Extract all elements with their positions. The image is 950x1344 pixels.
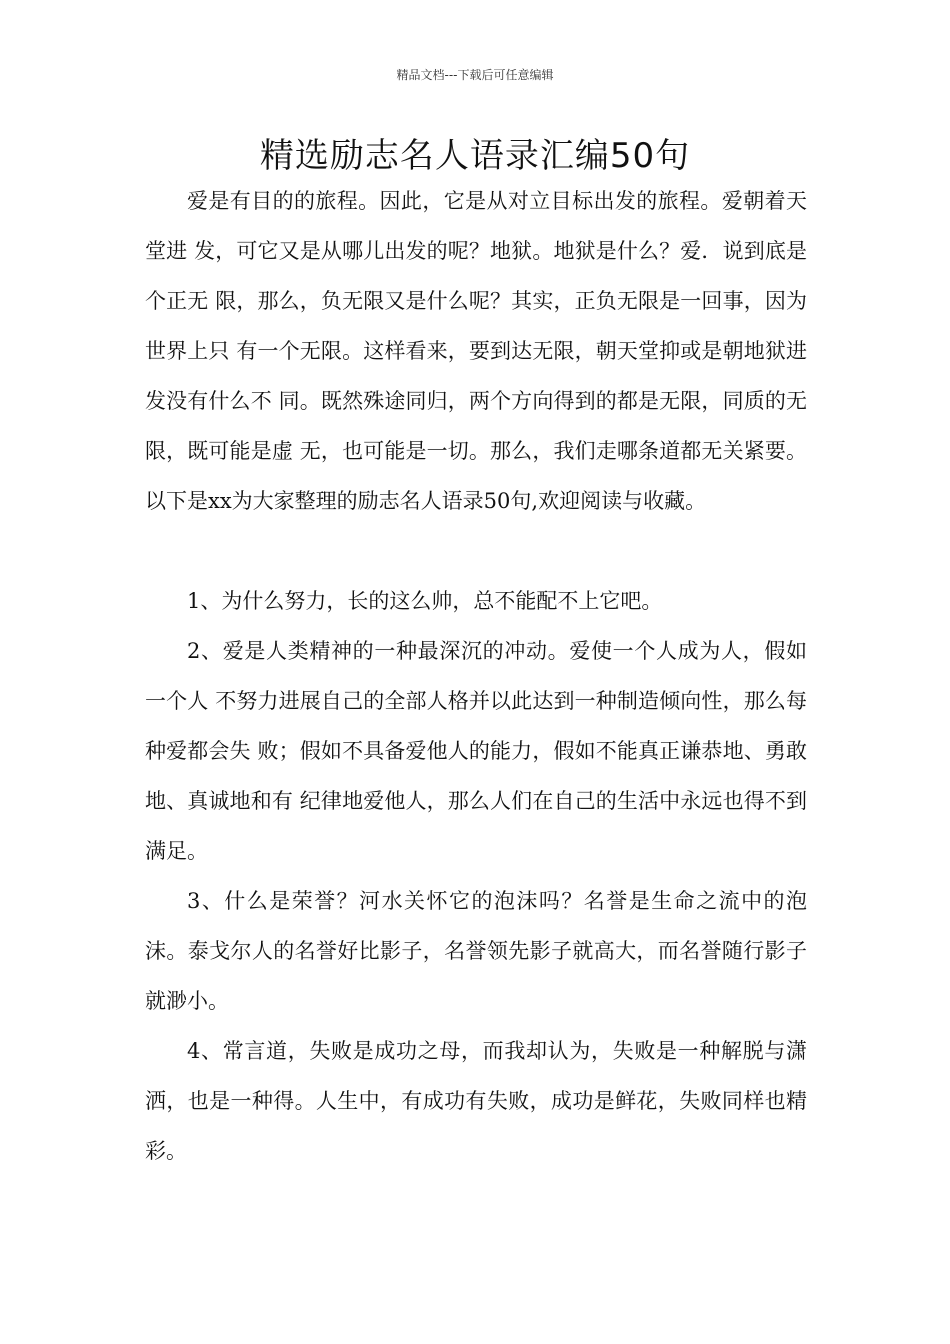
quote-paragraph: 4、常言道，失败是成功之母，而我却认为，失败是一种解脱与潇洒，也是一种得。人生中，有成功有失败，成功是鲜花，失败同样也精彩。 bbox=[145, 1039, 807, 1163]
quote-paragraph: 1、为什么努力，长的这么帅，总不能配不上它吧。 bbox=[187, 589, 663, 613]
page-header-note: 精品文档---下载后可任意编辑 bbox=[396, 68, 554, 82]
document-title: 精选励志名人语录汇编50句 bbox=[259, 136, 691, 176]
document-body bbox=[145, 176, 807, 1176]
intro-paragraph: 爱是有目的的旅程。因此，它是从对立目标出发的旅程。爱朝着天堂进 发，可它又是从哪儿出发的呢？地狱。地狱是什么？爱．说到底是个正无 限，那么，负无限又是什么呢？其实，正负无限是一回事，因为世界上只 有一个无限。这样看来，要到达无限，朝天堂抑或是朝地狱进发没有什么不 同。既然殊途同归，两个方向得到的都是无限，同质的无限，既可能是虚 无，也可能是一切。那么，我们走哪条道都无关紧要。以下是xx为大家整理的励志名人语录50句,欢迎阅读与收藏。 bbox=[145, 189, 807, 513]
quote-paragraph: 3、什么是荣誉？河水关怀它的泡沫吗？名誉是生命之流中的泡沫。泰戈尔人的名誉好比影子，名誉领先影子就高大，而名誉随行影子就渺小。 bbox=[145, 889, 807, 1013]
quote-paragraph: 2、爱是人类精神的一种最深沉的冲动。爱使一个人成为人，假如一个人 不努力进展自己的全部人格并以此达到一种制造倾向性，那么每种爱都会失 败；假如不具备爱他人的能力，假如不能真正谦恭地、勇敢地、真诚地和有 纪律地爱他人，那么人们在自己的生活中永远也得不到满足。 bbox=[145, 639, 807, 863]
